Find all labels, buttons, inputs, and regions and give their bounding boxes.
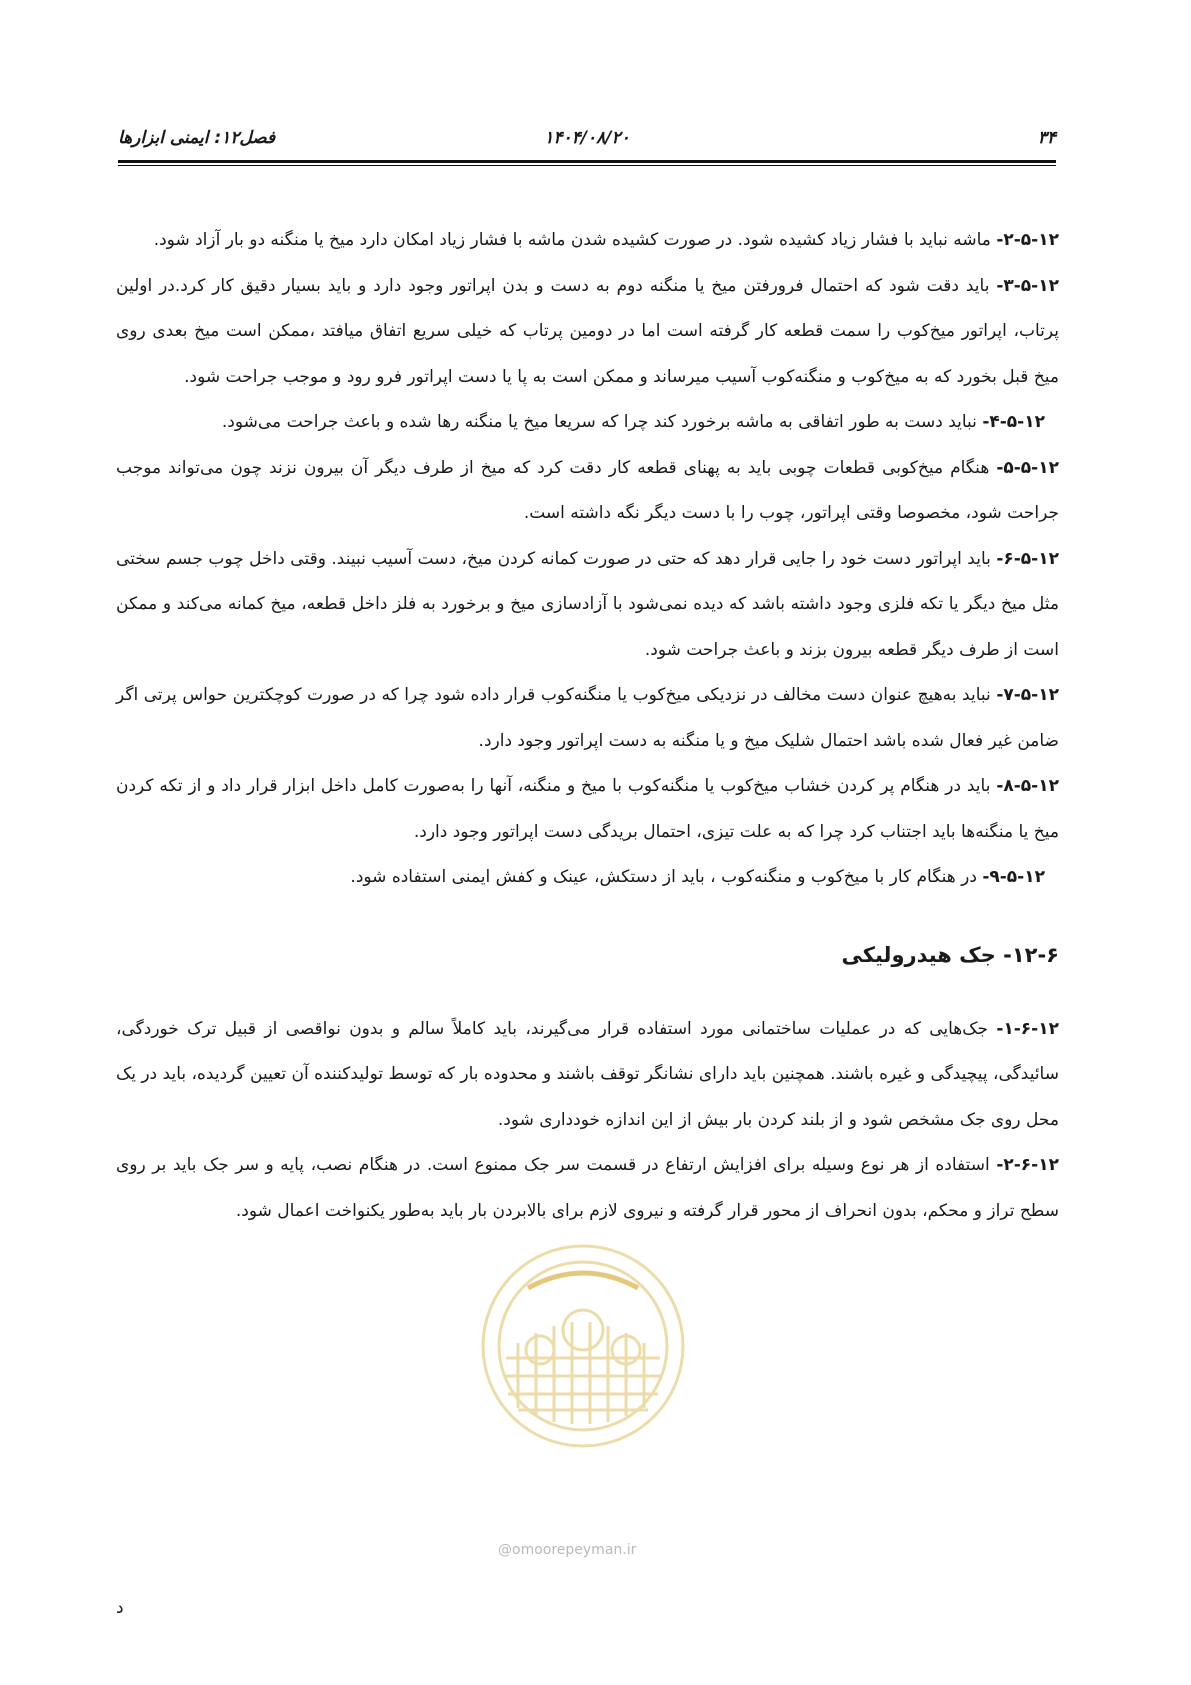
paragraph-number: ۱-۶-۱۲- bbox=[996, 1018, 1059, 1039]
paragraph-12-5-7 bbox=[116, 673, 1059, 764]
paragraph-text: نباید به‌هیچ عنوان دست مخالف در نزدیکی میخ‌کوب یا منگنه‌کوب قرار داده شود چرا که در صورت کوچکترین حواس پرتی اگر ضامن غیر فعال شده باشد احتمال شلیک میخ و یا منگنه به دست اپراتور وجود دارد. bbox=[116, 685, 1059, 751]
paragraph-12-5-8 bbox=[116, 764, 1059, 855]
paragraph-12-6-1 bbox=[116, 1007, 1059, 1144]
paragraph-text: ماشه نباید با فشار زیاد کشیده شود. در صورت کشیده شدن ماشه با فشار زیاد امکان دارد میخ یا منگنه دو بار آزاد شود. bbox=[153, 230, 997, 250]
paragraph-text: باید اپراتور دست خود را جایی قرار دهد که حتی در صورت کمانه کردن میخ، دست آسیب نبیند. وقتی داخل چوب جسم سختی مثل میخ دیگر یا تکه فلزی وجود داشته باشد که دیده نمی‌شود با آزادسازی میخ و برخورد به فلز داخل قطعه، میخ کمانه می‌کند و ممکن است از طرف دیگر قطعه بیرون بزند و باعث جراحت شود. bbox=[116, 548, 1059, 660]
paragraph-number: ۳-۵-۱۲- bbox=[996, 275, 1059, 296]
paragraph-12-5-3 bbox=[116, 264, 1059, 401]
paragraph-text: نباید دست به طور اتفاقی به ماشه برخورد کند چرا که سریعا میخ یا منگنه رها شده و باعث جراحت می‌شود. bbox=[221, 412, 983, 432]
chapter-title: فصل۱۲: ایمنی ابزارها bbox=[118, 128, 276, 148]
paragraph-12-6-2 bbox=[116, 1143, 1059, 1234]
seal-watermark-icon bbox=[478, 1238, 688, 1528]
paragraph-number: ۵-۵-۱۲- bbox=[996, 457, 1059, 478]
paragraph-text: هنگام میخ‌کوبی قطعات چوبی باید به پهنای قطعه کار دقت کرد که میخ از طرف دیگر آن بیرون نزند چون می‌تواند موجب جراحت شود، مخصوصا وقتی اپراتور، چوب را با دست دیگر نگه داشته است. bbox=[116, 457, 1059, 523]
document-body bbox=[116, 218, 1059, 1234]
header-rule-thick bbox=[118, 160, 1056, 163]
paragraph-number: ۶-۵-۱۲- bbox=[996, 548, 1059, 569]
page-header bbox=[118, 128, 1056, 154]
paragraph-12-5-2 bbox=[116, 218, 1059, 264]
paragraph-number: ۸-۵-۱۲- bbox=[996, 776, 1059, 796]
paragraph-number: ۷-۵-۱۲- bbox=[996, 685, 1059, 705]
page-number: ۳۴ bbox=[1037, 128, 1056, 148]
section-heading: ۱۲-۶- جک هیدرولیکی bbox=[841, 942, 1059, 967]
header-rule-thin bbox=[118, 165, 1056, 166]
footer-page-letter: د bbox=[116, 1598, 124, 1618]
paragraph-12-5-5 bbox=[116, 446, 1059, 537]
paragraph-number: ۲-۵-۱۲- bbox=[996, 230, 1059, 250]
paragraph-text: باید در هنگام پر کردن خشاب میخ‌کوب یا منگنه‌کوب با میخ و منگنه، آنها را به‌صورت کامل داخل ابزار قرار داد و از تکه کردن میخ یا منگنه‌ها باید اجتناب کرد چرا که به علت تیزی، احتمال بریدگی دست اپراتور وجود دارد. bbox=[116, 776, 1059, 842]
paragraph-number: ۹-۵-۱۲- bbox=[982, 867, 1045, 887]
paragraph-text: باید دقت شود که احتمال فرورفتن میخ یا منگنه دوم به دست و بدن اپراتور وجود دارد و باید بسیار دقیق کار کرد.در اولین پرتاب، اپراتور میخ‌کوب را سمت قطعه کار گرفته است اما در دومین پرتاب که خیلی سریع اتفاق میافتد ،ممکن است میخ بعدی روی میخ قبل بخورد که به میخ‌کوب و منگنه‌کوب آسیب میرساند و ممکن است به پا یا دست اپراتور فرو رود و موجب جراحت شود. bbox=[116, 275, 1059, 387]
paragraph-12-5-6 bbox=[116, 537, 1059, 674]
header-date: ۱۴۰۴/۰۸/۲۰ bbox=[544, 128, 630, 148]
paragraph-text: در هنگام کار با میخ‌کوب و منگنه‌کوب ، باید از دستکش، عینک و کفش ایمنی استفاده شود. bbox=[350, 867, 983, 887]
paragraph-text: جک‌هایی که در عملیات ساختمانی مورد استفاده قرار می‌گیرند، باید کاملاً سالم و بدون نواقصی از قبیل ترک خوردگی، سائیدگی، پیچیدگی و غیره باشند. همچنین باید دارای نشانگر توقف باشند و محدوده بار که توسط تولیدکننده آن تعیین گردیده، باید در یک محل روی جک مشخص شود و از بلند کردن بار بیش از این اندازه خودداری شود. bbox=[116, 1018, 1059, 1130]
paragraph-number: ۴-۵-۱۲- bbox=[982, 412, 1045, 432]
watermark-caption: @omoorepeyman.ir bbox=[498, 1542, 637, 1558]
paragraph-text: استفاده از هر نوع وسیله برای افزایش ارتفاع در قسمت سر جک ممنوع است. در هنگام نصب، پایه و سر جک باید بر روی سطح تراز و محکم، بدون انحراف از محور قرار گرفته و نیروی لازم برای بالابردن بار باید به‌طور یکنواخت اعمال شود. bbox=[116, 1155, 1059, 1221]
paragraph-12-5-4 bbox=[116, 400, 1059, 446]
paragraph-12-5-9 bbox=[116, 855, 1059, 901]
paragraph-number: ۲-۶-۱۲- bbox=[996, 1155, 1059, 1175]
